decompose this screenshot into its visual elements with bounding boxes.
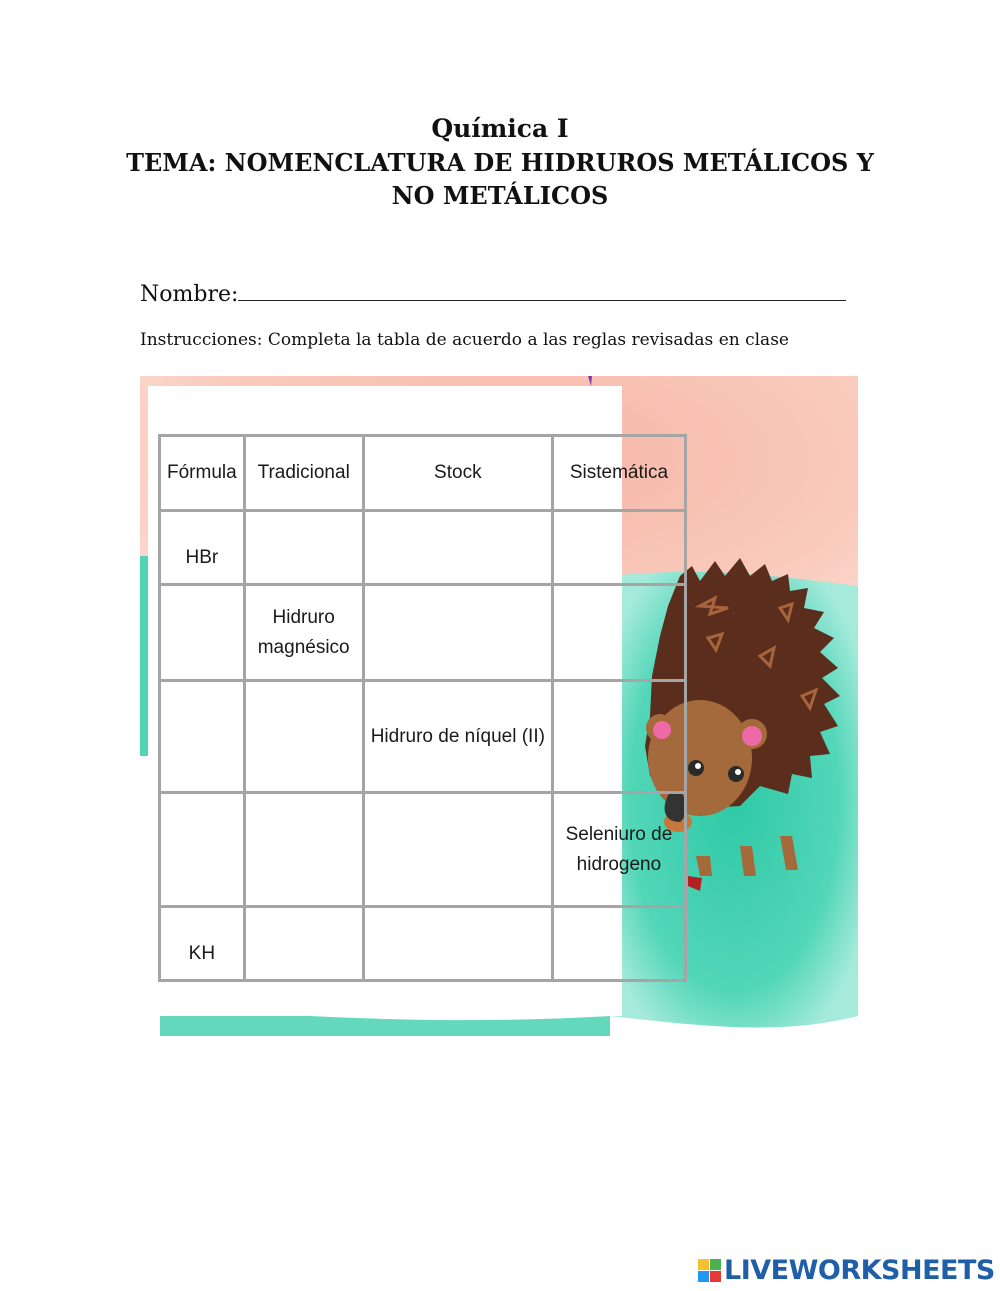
- header-tradicional: Tradicional: [244, 436, 363, 511]
- cell-sistematica-answer[interactable]: [552, 681, 685, 793]
- table-row: [160, 793, 686, 907]
- cell-tradicional-answer[interactable]: [244, 793, 363, 907]
- mark-square: [710, 1271, 721, 1282]
- cell-stock-answer[interactable]: [363, 793, 552, 907]
- cell-sistematica-answer[interactable]: [552, 511, 685, 585]
- name-input-line[interactable]: [238, 278, 846, 301]
- name-field-row: [140, 278, 860, 307]
- cell-formula-answer[interactable]: [160, 793, 245, 907]
- table-row: [160, 681, 686, 793]
- brand-name: LIVEWORKSHEETS: [724, 1254, 995, 1286]
- header-formula: Fórmula: [160, 436, 245, 511]
- mark-square: [698, 1259, 709, 1270]
- subject-title: Química I: [431, 114, 569, 143]
- cell-formula: KH: [160, 907, 245, 981]
- table-header-row: [160, 436, 686, 511]
- cell-formula-answer[interactable]: [160, 681, 245, 793]
- topic-title-line-1: TEMA: NOMENCLATURA DE HIDRUROS METÁLICOS Y: [126, 148, 874, 177]
- instructions-text: Instrucciones: Completa la tabla de acuerdo a las reglas revisadas en clase: [140, 330, 789, 350]
- title-block: [0, 112, 1000, 212]
- cell-formula: HBr: [160, 511, 245, 585]
- topic-title-line-2: NO METÁLICOS: [391, 181, 609, 210]
- cell-sistematica: Seleniuro de hidrogeno: [552, 793, 685, 907]
- liveworksheets-mark-icon: [698, 1259, 721, 1282]
- table-row: [160, 511, 686, 585]
- cell-formula-answer[interactable]: [160, 585, 245, 681]
- table-row: [160, 907, 686, 981]
- cell-sistematica-answer[interactable]: [552, 907, 685, 981]
- mark-square: [698, 1271, 709, 1282]
- cell-stock-answer[interactable]: [363, 585, 552, 681]
- table-row: [160, 585, 686, 681]
- cell-tradicional: Hidruro magnésico: [244, 585, 363, 681]
- name-label: Nombre:: [140, 282, 239, 307]
- cell-stock-answer[interactable]: [363, 907, 552, 981]
- liveworksheets-logo: [698, 1254, 995, 1286]
- cell-stock: Hidruro de níquel (II): [363, 681, 552, 793]
- header-stock: Stock: [363, 436, 552, 511]
- cell-stock-answer[interactable]: [363, 511, 552, 585]
- cell-tradicional-answer[interactable]: [244, 511, 363, 585]
- cell-tradicional-answer[interactable]: [244, 681, 363, 793]
- cell-tradicional-answer[interactable]: [244, 907, 363, 981]
- nomenclature-table: [158, 434, 687, 982]
- header-sistematica: Sistemática: [552, 436, 685, 511]
- cell-sistematica-answer[interactable]: [552, 585, 685, 681]
- mark-square: [710, 1259, 721, 1270]
